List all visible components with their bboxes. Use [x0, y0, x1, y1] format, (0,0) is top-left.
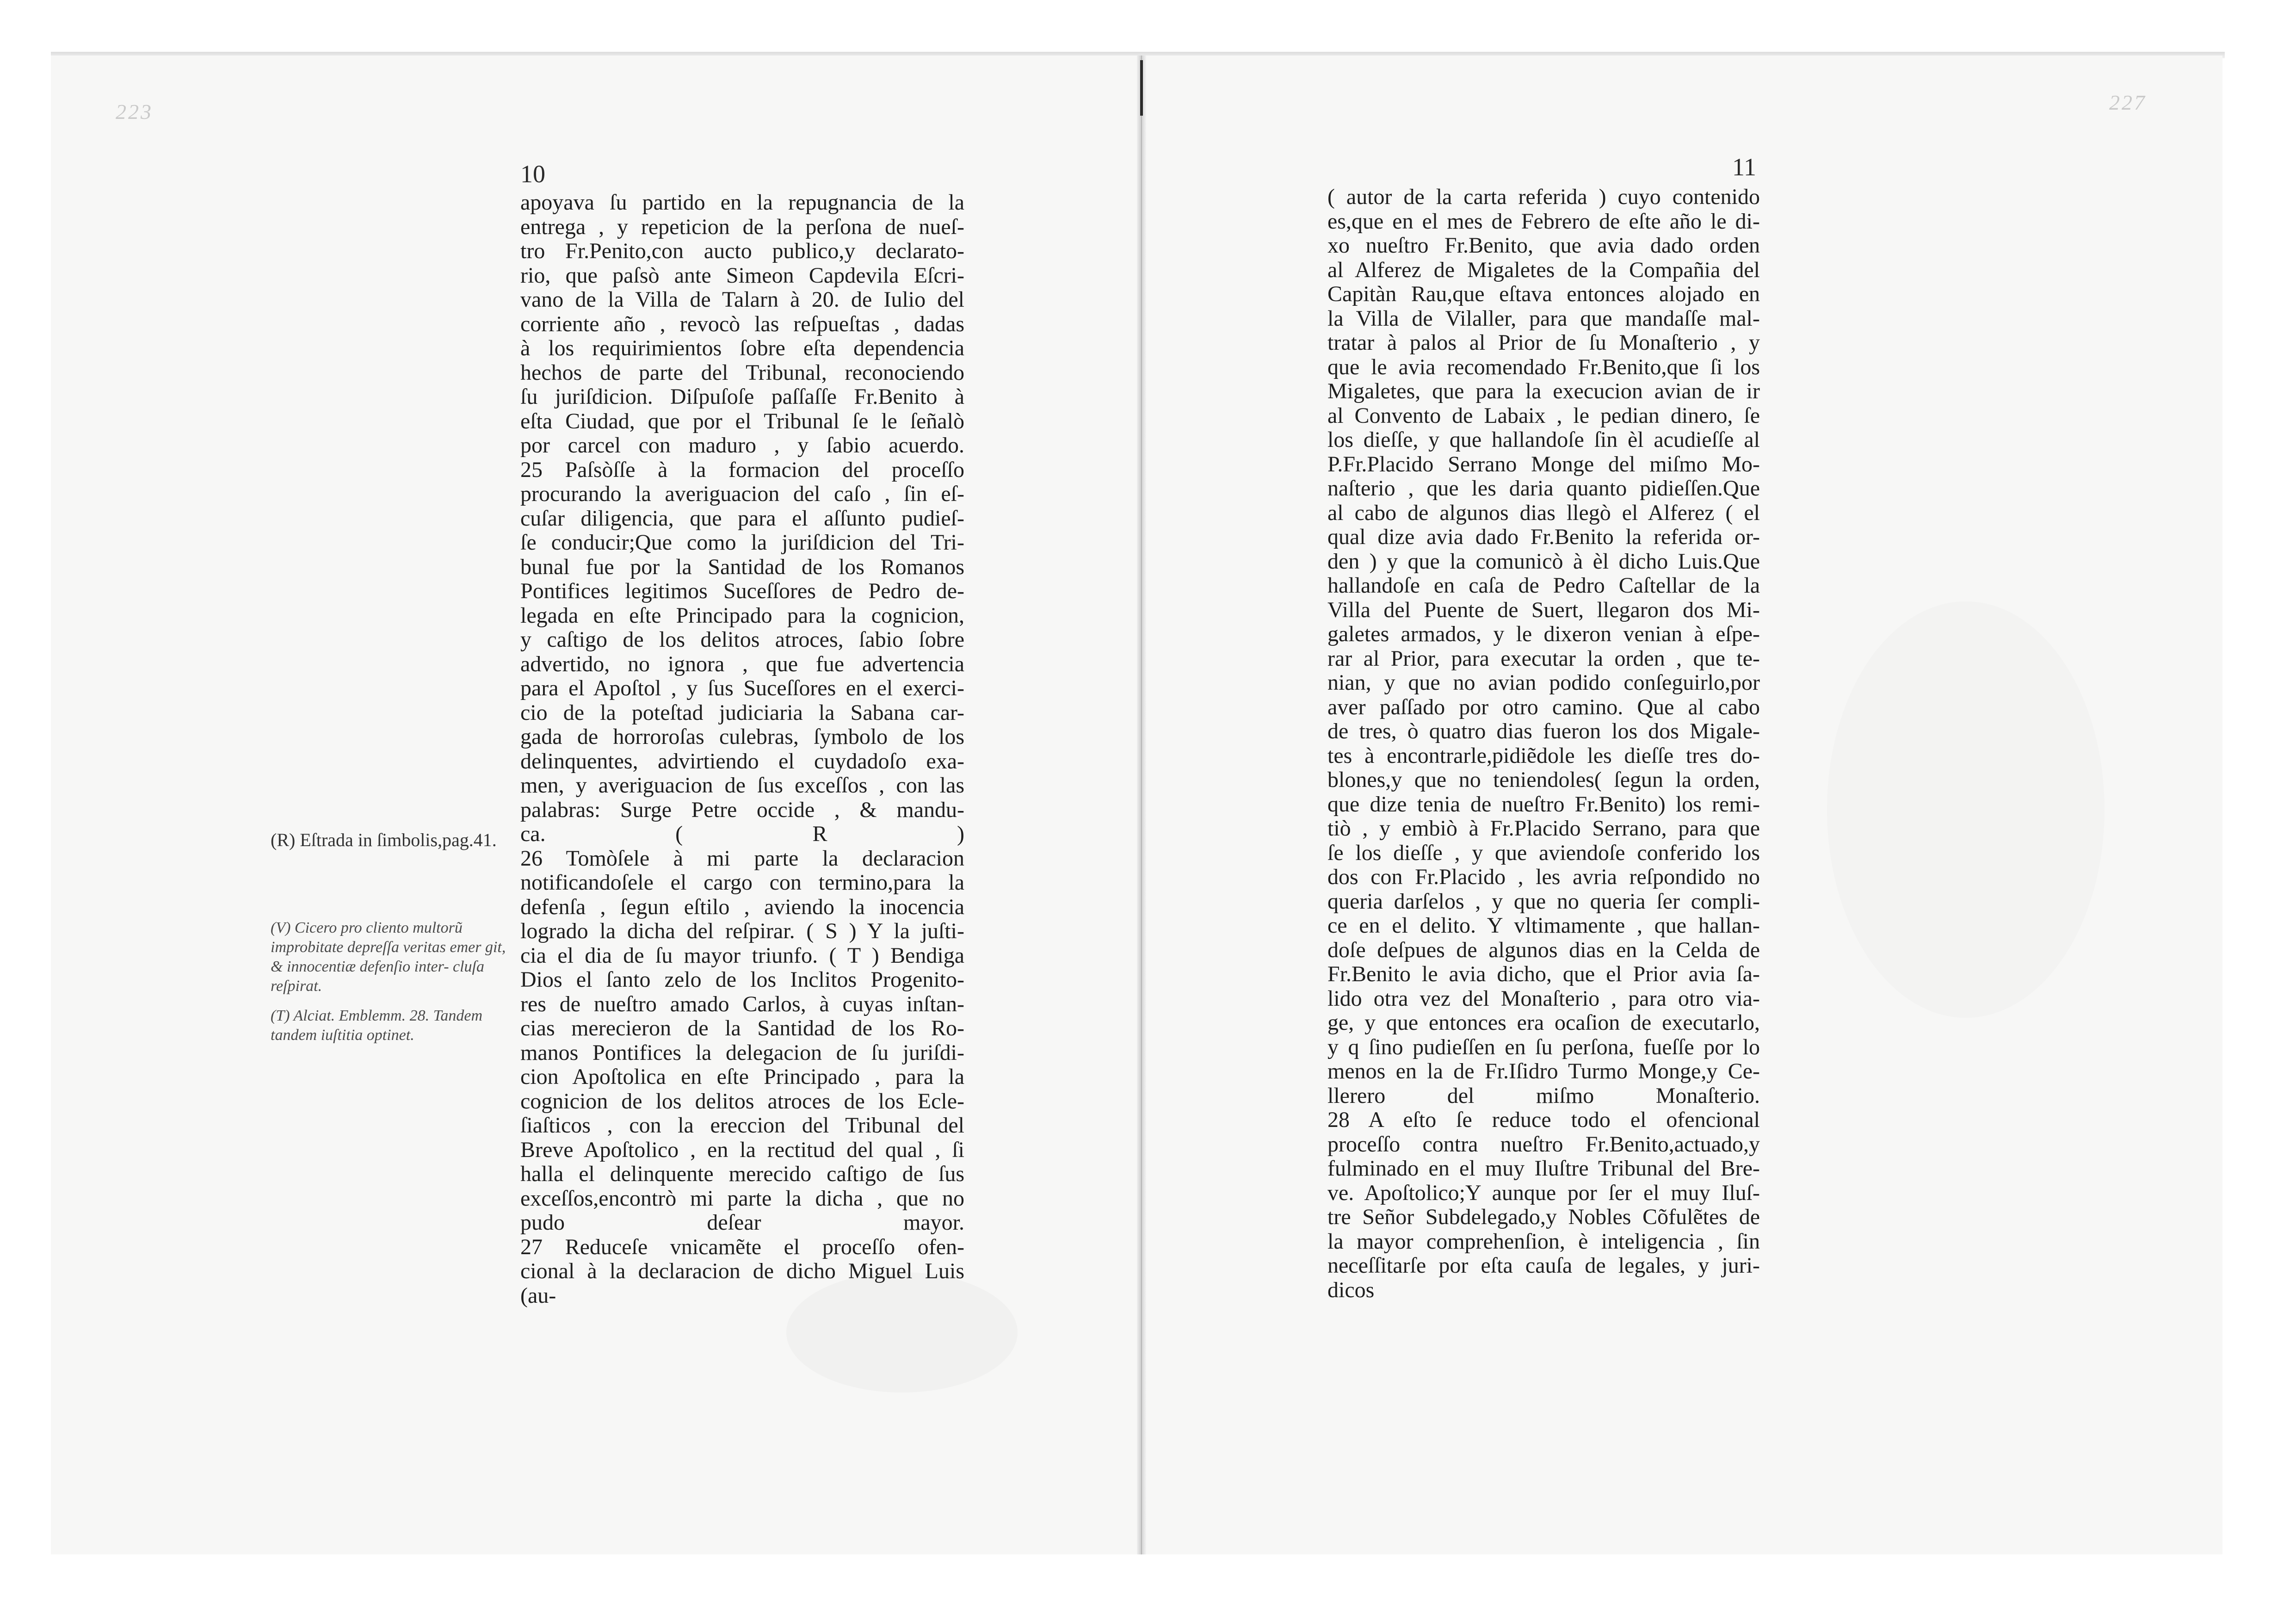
right-page-number: 11	[1732, 153, 1756, 181]
text-line: es,que en el mes de Febrero de eſte año le di-	[1327, 209, 1760, 234]
text-line: cuſar diligencia, que para el aſſunto pudieſ-	[520, 506, 964, 531]
text-line: cion Apoſtolica en eſte Principado , para la	[520, 1065, 964, 1089]
margin-note-v: (V) Cicero pro cliento multorũ improbitate depreſſa veritas emer git, & innocentiæ defenſio inter- cluſa reſpirat.	[271, 919, 506, 995]
right-page-text	[1327, 185, 1760, 1302]
text-line: tratar à palos al Prior de ſu Monaſterio , y	[1327, 331, 1760, 355]
text-line: res de nueſtro amado Carlos, à cuyas inſtan-	[520, 992, 964, 1016]
text-line: de tres, ò quatro dias fueron los dos Migale-	[1327, 719, 1760, 743]
text-line: legada en eſte Principado para la cognicion,	[520, 603, 964, 628]
book-gutter	[1137, 56, 1146, 1554]
paper-stain	[1827, 601, 2105, 1018]
text-line: dicos	[1327, 1278, 1375, 1302]
text-line: rar al Prior, para executar la orden , que te-	[1327, 646, 1760, 671]
text-line: qual dize avia dado Fr.Benito la referida or-	[1327, 525, 1760, 549]
text-line: cias merecieron de la Santidad de los Ro-	[520, 1016, 964, 1040]
text-line: halla el delinquente merecido caſtigo de ſus	[520, 1162, 964, 1186]
ghost-folio-right: 227	[2109, 91, 2147, 114]
text-line: ſiaſticos , con la ereccion del Tribunal del	[520, 1114, 964, 1138]
text-line: dos con Fr.Placido , les avria reſpondido no	[1327, 865, 1760, 889]
text-line: cio de la poteſtad judiciaria la Sabana car-	[520, 700, 964, 725]
text-line: Breve Apoſtolico , en la rectitud del qual , ſi	[520, 1138, 964, 1162]
text-line: 28 A eſto ſe reduce todo el ofencional	[1327, 1108, 1760, 1132]
text-line: 25 Paſsòſſe à la formacion del proceſſo	[520, 458, 964, 482]
text-line: menos en la de Fr.Iſidro Turmo Monge,y Ce-	[1327, 1059, 1760, 1083]
text-line: cia el dia de ſu mayor triunfo. ( T ) Bendiga	[520, 943, 964, 968]
text-line: la mayor comprehenſion, è inteligencia , ſin	[1327, 1229, 1760, 1254]
text-line: men, y averiguacion de ſus exceſſos , con las	[520, 774, 964, 798]
text-line: 26 Tomòſele à mi parte la declaracion	[520, 846, 964, 871]
text-line: delinquentes, advirtiendo el cuydadoſo exa-	[520, 749, 964, 774]
text-line: tiò , y embiò à Fr.Placido Serrano, para que	[1327, 817, 1760, 841]
text-line: naſterio , que les daria quanto pidieſſen.Que	[1327, 477, 1760, 501]
text-line: ge, y que entonces era ocaſion de executarlo,	[1327, 1011, 1760, 1035]
text-line: ca. ( R )	[520, 822, 964, 846]
text-line: por carcel con maduro , y ſabio acuerdo.	[520, 433, 964, 458]
text-line: bunal fue por la Santidad de los Romanos	[520, 555, 964, 579]
text-line: aver paſſado por otro camino. Que al cabo	[1327, 695, 1760, 719]
text-line: tre Señor Subdelegado,y Nobles Cõfulẽtes de	[1327, 1205, 1760, 1229]
text-line: galetes armados, y le dixeron venian à eſpe-	[1327, 622, 1760, 646]
left-page-number: 10	[520, 160, 545, 188]
text-line: ſe conducir;Que como la juriſdicion del Tri-	[520, 531, 964, 555]
text-line: P.Fr.Placido Serrano Monge del miſmo Mo-	[1327, 452, 1760, 477]
text-line: manos Pontifices la delegacion de ſu juriſdi-	[520, 1040, 964, 1065]
text-line: nian, y que no avian podido conſeguirlo,por	[1327, 671, 1760, 695]
text-line: palabras: Surge Petre occide , & mandu-	[520, 798, 964, 822]
text-line: al Convento de Labaix , le pedian dinero, ſe	[1327, 403, 1760, 428]
text-line: Migaletes, que para la execucion avian de ir	[1327, 379, 1760, 403]
text-line: proceſſo contra nueſtro Fr.Benito,actuado,y	[1327, 1132, 1760, 1157]
text-line: ve. Apoſtolico;Y aunque por ſer el muy Iluſ-	[1327, 1181, 1760, 1205]
text-line: ce en el delito. Y vltimamente , que hallan-	[1327, 914, 1760, 938]
text-line: vano de la Villa de Talarn à 20. de Iulio del	[520, 288, 964, 312]
text-line: procurando la averiguacion del caſo , ſin eſ-	[520, 482, 964, 506]
text-line: y caſtigo de los delitos atroces, ſabio ſobre	[520, 628, 964, 652]
text-line: tro Fr.Penito,con aucto publico,y declarato-	[520, 239, 964, 263]
text-line: exceſſos,encontrò mi parte la dicha , que no	[520, 1186, 964, 1211]
text-line: gada de horroroſas culebras, ſymbolo de los	[520, 725, 964, 749]
text-line: ( autor de la carta referida ) cuyo contenido	[1327, 185, 1760, 209]
text-line: cional à la declaracion de dicho Miguel Luis	[520, 1259, 964, 1283]
text-line: neceſſitarſe por eſta cauſa de legales, y juri-	[1327, 1254, 1760, 1278]
text-line: para el Apoſtol , y ſus Suceſſores en el exerci-	[520, 676, 964, 700]
text-line: logrado la dicha del reſpirar. ( S ) Y la juſti-	[520, 919, 964, 943]
text-line: blones,y que no teniendoles( ſegun la orden,	[1327, 768, 1760, 792]
margin-note-t: (T) Alciat. Emblemm. 28. Tandem tandem iuſtitia optinet.	[271, 1007, 483, 1044]
text-line: entrega , y repeticion de la perſona de nueſ-	[520, 215, 964, 239]
text-line: Villa del Puente de Suert, llegaron dos Mi-	[1327, 598, 1760, 622]
text-line: Dios el ſanto zelo de los Inclitos Progenito-	[520, 968, 964, 992]
text-line: cognicion de los delitos atroces de los Ecle-	[520, 1089, 964, 1114]
text-line: queria darſelos , y que no queria ſer compli-	[1327, 889, 1760, 914]
text-line: à los requirimientos ſobre eſta dependencia	[520, 336, 964, 360]
text-line: Fr.Benito le avia dicho, que el Prior avia ſa-	[1327, 962, 1760, 986]
text-line: doſe deſpues de algunos dias en la Celda de	[1327, 938, 1760, 962]
text-line: den ) y que la comunicò à èl dicho Luis.Que	[1327, 549, 1760, 574]
gutter-mark	[1140, 60, 1143, 116]
text-line: la Villa de Vilaller, para que mandaſſe mal-	[1327, 306, 1760, 331]
text-line: pudo deſear mayor.	[520, 1211, 964, 1235]
text-line: Capitàn Rau,que eſtava entonces alojado en	[1327, 282, 1760, 306]
text-line: hechos de parte del Tribunal, reconociendo	[520, 360, 964, 385]
text-line: tes à encontrarle,pidiẽdole les dieſſe tres do-	[1327, 743, 1760, 768]
text-line: hallandoſe en caſa de Pedro Caſtellar de la	[1327, 574, 1760, 598]
text-line: que dize tenia de nueſtro Fr.Benito) los remi-	[1327, 792, 1760, 817]
text-line: defenſa , ſegun eſtilo , aviendo la inocencia	[520, 895, 964, 919]
text-line: los dieſſe, y que hallandoſe ſin èl acudieſſe al	[1327, 428, 1760, 452]
text-line: al cabo de algunos dias llegò el Alferez ( el	[1327, 501, 1760, 525]
text-line: corriente año , revocò las reſpueſtas , dadas	[520, 312, 964, 336]
left-page-text	[520, 191, 964, 1308]
text-line: apoyava ſu partido en la repugnancia de la	[520, 191, 964, 215]
text-line: llerero del miſmo Monaſterio.	[1327, 1083, 1760, 1108]
text-line: y q ſino pudieſſen en ſu perſona, fueſſe por lo	[1327, 1035, 1760, 1059]
text-line: notificandoſele el cargo con termino,para la	[520, 871, 964, 895]
text-line: al Alferez de Migaletes de la Compañia del	[1327, 258, 1760, 282]
text-line: ſe los dieſſe , y que aviendoſe conferido los	[1327, 841, 1760, 865]
margin-note-r: (R) Eſtrada in ſimbolis,pag.41.	[271, 829, 497, 850]
text-line: (au-	[520, 1283, 556, 1308]
text-line: 27 Reduceſe vnicamẽte el proceſſo ofen-	[520, 1235, 964, 1259]
text-line: fulminado en el muy Iluſtre Tribunal del Bre-	[1327, 1157, 1760, 1181]
text-line: advertido, no ignora , que fue advertencia	[520, 652, 964, 676]
ghost-folio-left: 223	[116, 100, 153, 124]
text-line: xo nueſtro Fr.Benito, que avia dado orden	[1327, 234, 1760, 258]
text-line: lido otra vez del Monaſterio , para otro via-	[1327, 986, 1760, 1011]
text-line: rio, que paſsò ante Simeon Capdevila Eſcri-	[520, 263, 964, 288]
text-line: eſta Ciudad, que por el Tribunal ſe le ſeñalò	[520, 409, 964, 433]
text-line: que le avia recomendado Fr.Benito,que ſi los	[1327, 355, 1760, 379]
text-line: ſu juriſdicion. Diſpuſoſe paſſaſſe Fr.Benito à	[520, 385, 964, 409]
text-line: Pontifices legitimos Suceſſores de Pedro de-	[520, 579, 964, 603]
